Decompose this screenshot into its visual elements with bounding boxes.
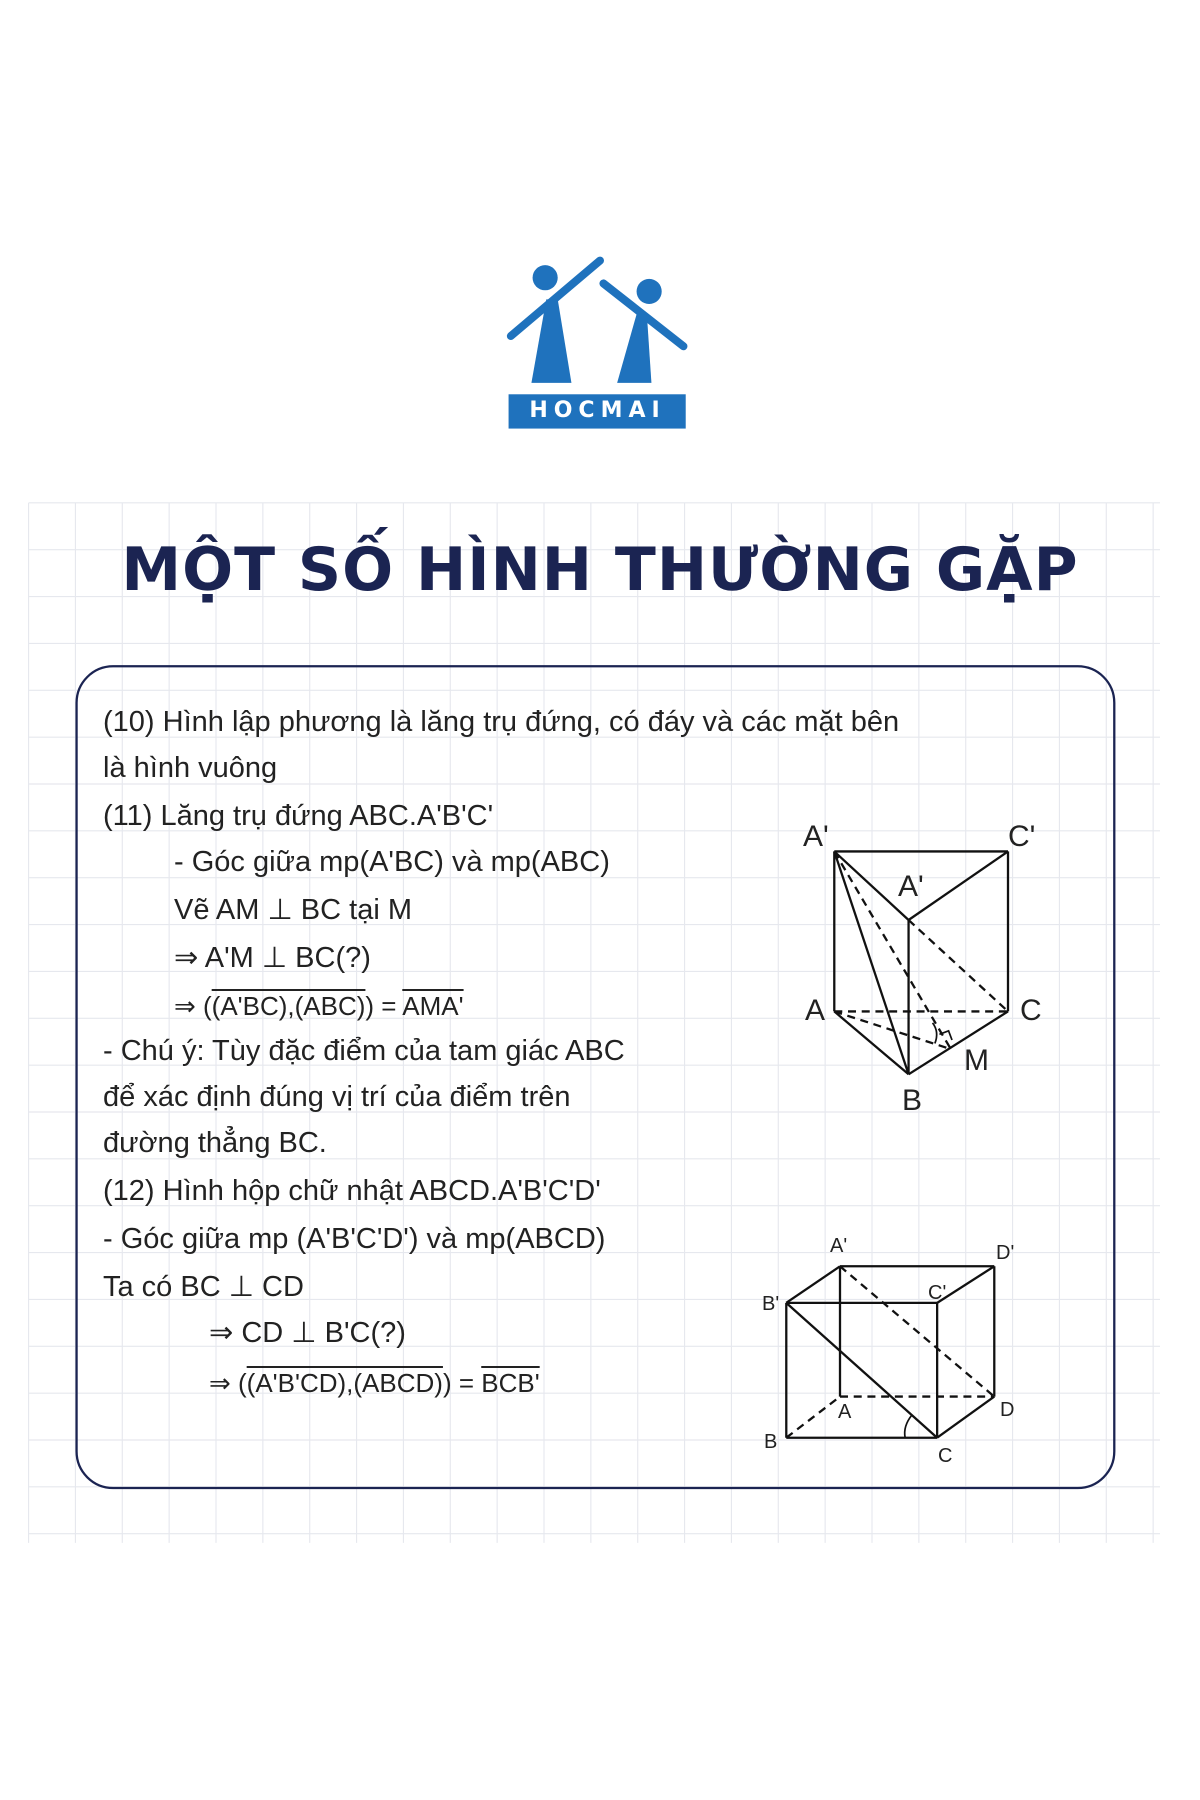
logo-head-left xyxy=(533,265,558,290)
formula-part: ) = xyxy=(442,1368,482,1398)
vertex-label: C xyxy=(938,1445,953,1467)
text-line: - Góc giữa mp (A'B'C'D') và mp(ABCD) xyxy=(103,1223,606,1255)
formula-part: ⇒ ( xyxy=(209,1368,247,1398)
text-line: đường thẳng BC. xyxy=(103,1127,327,1159)
formula-planes: (A'BC),(ABC) xyxy=(211,991,366,1021)
text-line: Ta có BC ⊥ CD xyxy=(103,1271,304,1303)
text-line: để xác định đúng vị trí của điểm trên xyxy=(103,1081,571,1113)
text-line: - Góc giữa mp(A'BC) và mp(ABC) xyxy=(174,846,610,878)
vertex-label: A xyxy=(805,994,826,1027)
vertex-label: A' xyxy=(830,1235,848,1257)
box-figure xyxy=(786,1266,994,1437)
vertex-label: C' xyxy=(1008,820,1036,853)
formula-angle: AMA' xyxy=(402,991,464,1021)
formula-line xyxy=(174,989,464,1023)
vertex-label: A' xyxy=(803,820,829,853)
text-line: - Chú ý: Tùy đặc điểm của tam giác ABC xyxy=(103,1035,625,1067)
text-line: là hình vuông xyxy=(103,752,278,784)
formula-line xyxy=(209,1366,540,1400)
vertex-label: C' xyxy=(928,1282,947,1304)
content-box xyxy=(77,666,1115,1488)
text-line: Vẽ AM ⊥ BC tại M xyxy=(174,894,412,926)
vertex-label: M xyxy=(964,1044,989,1077)
vertex-label: A xyxy=(838,1401,852,1423)
text-line: (12) Hình hộp chữ nhật ABCD.A'B'C'D' xyxy=(103,1175,601,1207)
vertex-label: B xyxy=(764,1431,778,1453)
vertex-label: B xyxy=(902,1084,923,1117)
text-line: (10) Hình lập phương là lăng trụ đứng, có đáy và các mặt bên xyxy=(103,706,900,738)
formula-angle: BCB' xyxy=(481,1368,540,1398)
vertex-label: D' xyxy=(996,1242,1015,1264)
formula-planes: (A'B'CD),(ABCD) xyxy=(246,1368,443,1398)
text-line: (11) Lăng trụ đứng ABC.A'B'C' xyxy=(103,800,494,832)
vertex-label: A' xyxy=(898,870,924,903)
page-title: MỘT SỐ HÌNH THƯỜNG GẶP xyxy=(121,535,1079,605)
formula-part: ) = xyxy=(365,991,403,1021)
vertex-label: B' xyxy=(762,1293,780,1315)
vertex-label: C xyxy=(1020,994,1042,1027)
logo-head-right xyxy=(637,279,662,304)
vertex-label: D xyxy=(1000,1399,1015,1421)
text-line: ⇒ A'M ⊥ BC(?) xyxy=(174,942,371,974)
logo-text: HOCMAI xyxy=(529,398,666,423)
formula-part: ⇒ ( xyxy=(174,991,212,1021)
text-line: ⇒ CD ⊥ B'C(?) xyxy=(209,1317,406,1349)
